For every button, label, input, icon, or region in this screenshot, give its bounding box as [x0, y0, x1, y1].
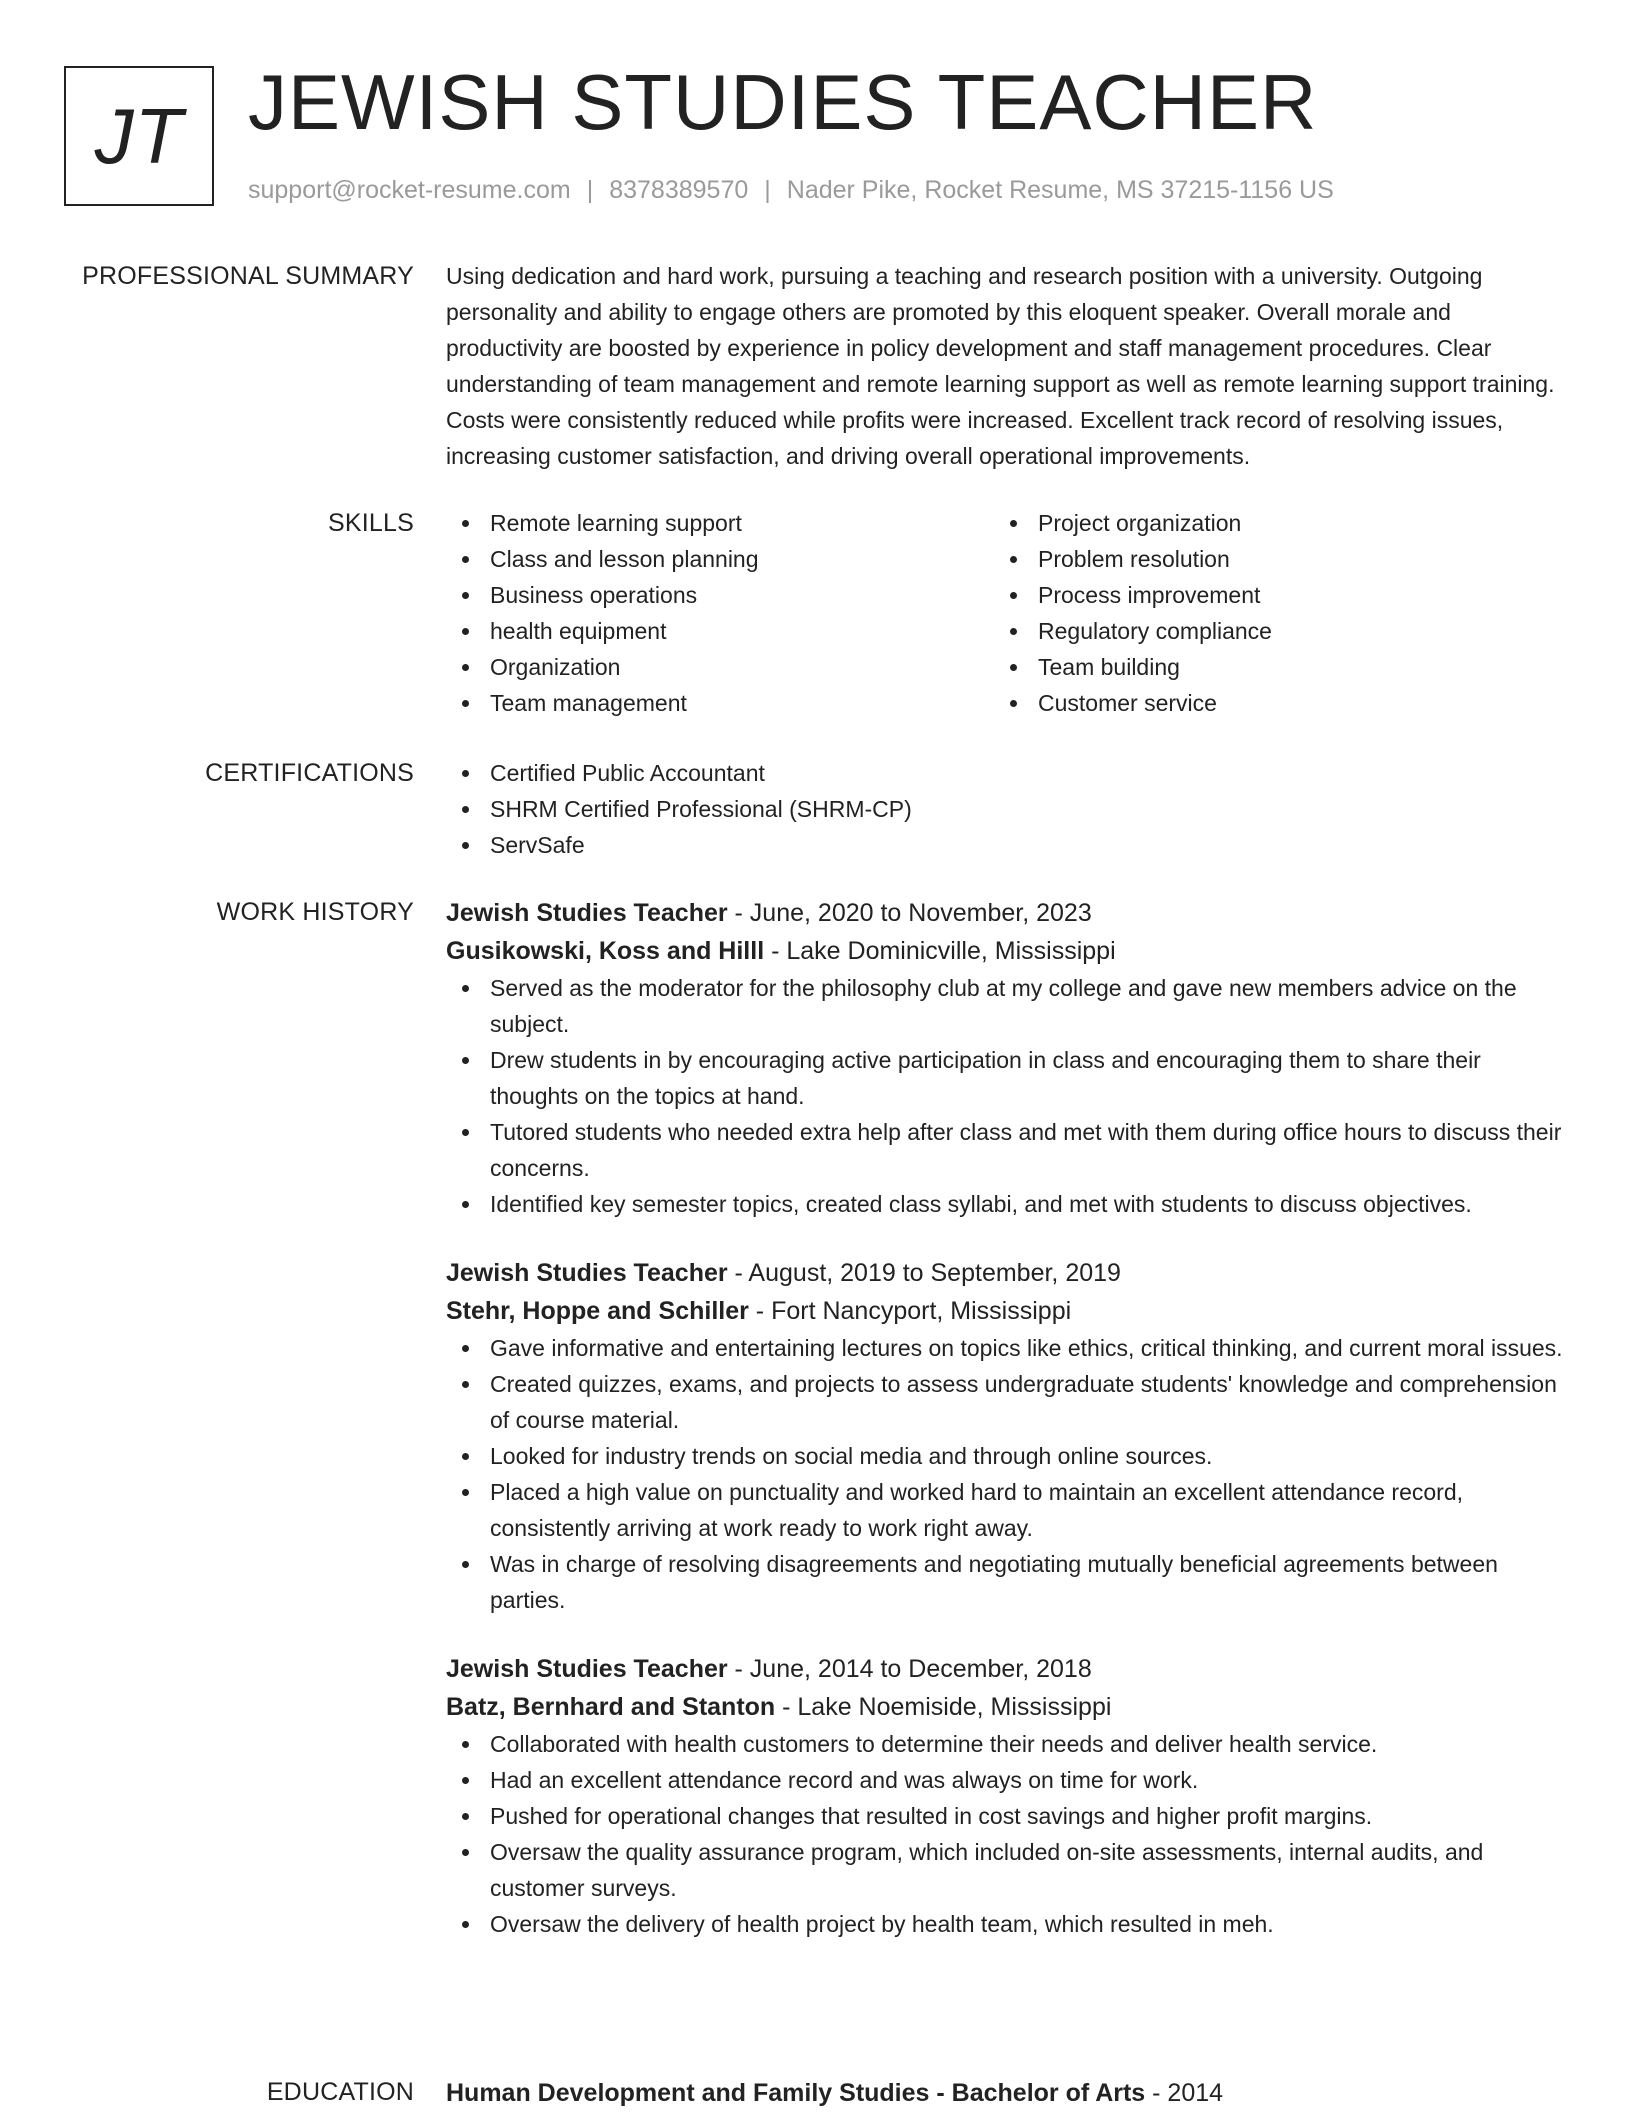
- education-body: [446, 2074, 1566, 2112]
- job-title: Jewish Studies Teacher: [446, 899, 728, 927]
- job-duty-item: Was in charge of resolving disagreements and negotiating mutually beneficial agreements between parties.: [446, 1546, 1566, 1618]
- skill-item: Problem resolution: [994, 541, 1542, 577]
- skill-item: Team building: [994, 649, 1542, 685]
- job-duty-item: Identified key semester topics, created class syllabi, and met with students to discuss objectives.: [446, 1186, 1566, 1222]
- job-company: Batz, Bernhard and Stanton: [446, 1693, 776, 1721]
- contact-email[interactable]: support@rocket-resume.com: [248, 176, 571, 204]
- contact-line: [248, 172, 1334, 208]
- skill-item: Customer service: [994, 685, 1542, 721]
- education-line: [446, 2074, 1566, 2112]
- job-duty-item: Tutored students who needed extra help after class and met with them during office hours to discuss their concerns.: [446, 1114, 1566, 1186]
- job-duty-item: Oversaw the quality assurance program, which included on-site assessments, internal audits, and customer surveys.: [446, 1834, 1566, 1906]
- skills-columns: [446, 505, 1566, 721]
- job-title-line: [446, 894, 1566, 932]
- job-title-line: [446, 1254, 1566, 1292]
- job-title-line: [446, 1650, 1566, 1688]
- skill-item: Class and lesson planning: [446, 541, 994, 577]
- job-title: Jewish Studies Teacher: [446, 1259, 728, 1287]
- job-location: - Fort Nancyport, Mississippi: [748, 1297, 1072, 1325]
- job-duty-item: Pushed for operational changes that resulted in cost savings and higher profit margins.: [446, 1798, 1566, 1834]
- summary-text: Using dedication and hard work, pursuing a teaching and research position with a university. Outgoing personality and ability to engage others are promoted by this eloquent speaker. Overall morale and productivity are boosted by experience in policy development and staff management procedures. Clear understanding of team management and remote learning support as well as remote learning support training. Costs were consistently reduced while profits were increased. Excellent track record of resolving issues, increasing customer satisfaction, and driving overall operational improvements.: [446, 263, 1555, 469]
- job-duties-list: [446, 1726, 1566, 1942]
- job-duties-list: [446, 1330, 1566, 1618]
- skills-body: [446, 505, 1566, 721]
- job-duty-item: Created quizzes, exams, and projects to assess undergraduate students' knowledge and comprehension of course material.: [446, 1366, 1566, 1438]
- job-duty-item: Oversaw the delivery of health project by health team, which resulted in meh.: [446, 1906, 1566, 1942]
- job-dates: - August, 2019 to September, 2019: [727, 1259, 1121, 1287]
- skill-item: Business operations: [446, 577, 994, 613]
- skills-list-right: [994, 505, 1542, 721]
- skills-heading: SKILLS: [328, 509, 414, 537]
- job-duty-item: Placed a high value on punctuality and worked hard to maintain an excellent attendance record, consistently arriving at work ready to work right away.: [446, 1474, 1566, 1546]
- work-history-body: [446, 894, 1566, 1974]
- education-degree: Human Development and Family Studies - Bachelor of Arts: [446, 2079, 1146, 2107]
- certifications-body: [446, 755, 1566, 863]
- education-heading: EDUCATION: [266, 2078, 414, 2106]
- page-title: JEWISH STUDIES TEACHER: [248, 58, 1318, 146]
- skill-item: Remote learning support: [446, 505, 994, 541]
- job-title: Jewish Studies Teacher: [446, 1655, 728, 1683]
- job-company-line: [446, 1292, 1566, 1330]
- monogram-box: [64, 66, 214, 206]
- job-entry: [446, 1254, 1566, 1618]
- job-company: Gusikowski, Koss and Hilll: [446, 937, 765, 965]
- job-entry: [446, 1650, 1566, 1942]
- summary-body: [446, 258, 1566, 474]
- job-company-line: [446, 932, 1566, 970]
- education-year: - 2014: [1145, 2079, 1224, 2107]
- job-duty-item: Looked for industry trends on social media and through online sources.: [446, 1438, 1566, 1474]
- job-duty-item: Gave informative and entertaining lectures on topics like ethics, critical thinking, and current moral issues.: [446, 1330, 1566, 1366]
- certification-item: Certified Public Accountant: [446, 755, 1566, 791]
- certifications-list: [446, 755, 1566, 863]
- contact-phone[interactable]: 8378389570: [609, 176, 749, 204]
- skills-list-left: [446, 505, 994, 721]
- skill-item: Team management: [446, 685, 994, 721]
- certification-item: SHRM Certified Professional (SHRM-CP): [446, 791, 1566, 827]
- job-duty-item: Drew students in by encouraging active participation in class and encouraging them to share their thoughts on the topics at hand.: [446, 1042, 1566, 1114]
- work-history-heading: WORK HISTORY: [216, 898, 414, 926]
- job-duty-item: Had an excellent attendance record and was always on time for work.: [446, 1762, 1566, 1798]
- skill-item: Organization: [446, 649, 994, 685]
- job-dates: - June, 2014 to December, 2018: [727, 1655, 1092, 1683]
- job-dates: - June, 2020 to November, 2023: [727, 899, 1092, 927]
- job-company-line: [446, 1688, 1566, 1726]
- skill-item: Process improvement: [994, 577, 1542, 613]
- contact-separator: |: [764, 176, 771, 204]
- certifications-heading: CERTIFICATIONS: [205, 759, 414, 787]
- contact-address: Nader Pike, Rocket Resume, MS 37215-1156 US: [786, 176, 1334, 204]
- skill-item: health equipment: [446, 613, 994, 649]
- job-duty-item: Served as the moderator for the philosophy club at my college and gave new members advice on the subject.: [446, 970, 1566, 1042]
- skill-item: Regulatory compliance: [994, 613, 1542, 649]
- contact-separator: |: [586, 176, 594, 204]
- certification-item: ServSafe: [446, 827, 1566, 863]
- job-duties-list: [446, 970, 1566, 1222]
- job-location: - Lake Dominicville, Mississippi: [764, 937, 1116, 965]
- summary-heading: PROFESSIONAL SUMMARY: [82, 262, 414, 290]
- job-entry: [446, 894, 1566, 1222]
- skill-item: Project organization: [994, 505, 1542, 541]
- job-location: - Lake Noemiside, Mississippi: [775, 1693, 1112, 1721]
- job-company: Stehr, Hoppe and Schiller: [446, 1297, 749, 1325]
- job-duty-item: Collaborated with health customers to determine their needs and deliver health service.: [446, 1726, 1566, 1762]
- monogram-initials: JT: [94, 91, 184, 180]
